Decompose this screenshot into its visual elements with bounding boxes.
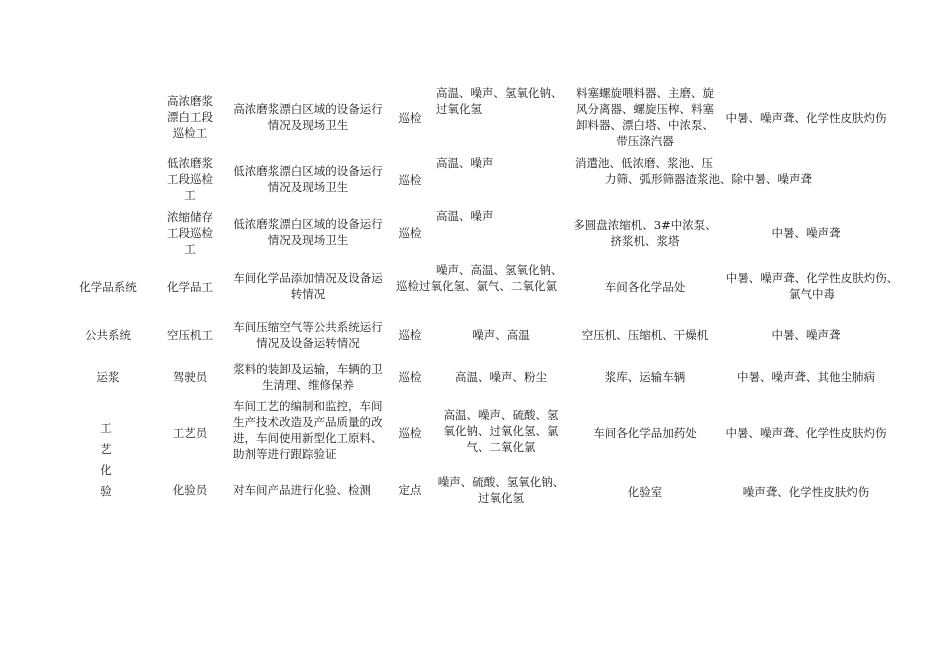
work-content-cell xyxy=(228,163,388,195)
work-content-cell xyxy=(228,361,388,393)
disease-line: 噪声聋、化学性皮肤灼伤 xyxy=(742,485,870,499)
work-line: 转情况 xyxy=(290,287,326,301)
mode-hazard-line: 巡检过氧化氢、氯气、二氧化氯 xyxy=(396,279,557,293)
job-line: 驾驶员 xyxy=(172,370,208,384)
hazard-cell xyxy=(436,208,566,224)
job-line: 高浓磨浆 xyxy=(167,94,213,108)
hazard-line: 高温、噪声、硫酸、氢 xyxy=(443,408,559,422)
disease-line: 中暑、噪声聋、化学性皮肤灼伤、 xyxy=(725,271,899,285)
job-line: 漂白工段 xyxy=(167,110,213,124)
job-cell xyxy=(160,209,220,257)
location-line: 化验室 xyxy=(627,485,663,499)
job-line: 巡检工 xyxy=(172,126,208,140)
job-cell xyxy=(160,327,220,343)
dept-vertical-label xyxy=(96,420,116,504)
location-cell xyxy=(572,484,718,500)
location-cell xyxy=(572,217,718,249)
mode-cell: 巡检 xyxy=(398,226,422,240)
location-line: 料塞螺旋喂料器、主磨、旋 xyxy=(576,86,714,100)
work-line: 浆料的装卸及运输，车辆的卫 xyxy=(233,362,383,376)
dept-vertical-char: 验 xyxy=(100,484,112,498)
job-cell xyxy=(160,93,220,141)
location-line: 风分离器、螺旋压榨、料塞 xyxy=(576,102,714,116)
work-content-cell xyxy=(228,216,388,248)
location-line: 挤浆机、浆塔 xyxy=(610,234,680,248)
work-content-cell xyxy=(228,319,388,351)
disease-line: 中暑、噪声聋、化学性皮肤灼伤 xyxy=(725,111,887,125)
hazard-line: 噪声、高温、氢氧化钠、 xyxy=(436,263,563,277)
work-line: 生产技术改造及产品质量的改 xyxy=(233,415,383,429)
mode-cell: 巡检 xyxy=(398,173,422,187)
work-line: 高浓磨浆漂白区域的设备运行 xyxy=(233,102,383,116)
disease-line: 中暑、噪声聋 xyxy=(771,328,841,342)
work-line: 进，车间使用新型化工原料、 xyxy=(233,431,383,445)
dept-vertical-char: 艺 xyxy=(100,442,112,456)
hazard-line: 过氧化氢 xyxy=(478,491,524,505)
location-line: 多圆盘浓缩机、3#中浓泵、 xyxy=(573,218,717,232)
job-line: 工 xyxy=(184,188,196,202)
disease-cell xyxy=(722,484,890,500)
dept-vertical-char: 工 xyxy=(100,421,112,435)
work-content-cell xyxy=(228,101,388,133)
location-line: 浆库、运输车辆 xyxy=(604,370,686,384)
mode-hazard-cell xyxy=(396,262,571,294)
location-cell xyxy=(572,279,718,295)
work-content-cell xyxy=(233,482,393,498)
mode-cell: 巡检 xyxy=(398,426,422,440)
location-line: 消遣池、低浓磨、浆池、压 xyxy=(575,156,713,170)
disease-cell xyxy=(722,369,890,385)
job-line: 化验员 xyxy=(172,483,208,497)
job-line: 工段巡检 xyxy=(167,172,213,186)
job-cell xyxy=(160,279,220,295)
hazard-cell xyxy=(436,474,566,506)
hazard-cell xyxy=(436,155,566,171)
work-line: 对车间产品进行化验、检测 xyxy=(233,483,371,497)
disease-cell xyxy=(720,270,904,302)
work-line: 情况及现场卫生 xyxy=(267,180,349,194)
work-line: 情况及现场卫生 xyxy=(267,118,349,132)
location-line: 带压涤汽器 xyxy=(616,134,674,148)
hazard-line: 氧化钠、过氧化氢、氯 xyxy=(443,424,559,438)
hazard-cell xyxy=(436,327,566,343)
work-line: 低浓磨浆漂白区域的设备运行 xyxy=(233,164,383,178)
work-line: 生清理、维修保养 xyxy=(262,378,354,392)
work-line: 助剂等进行跟踪验证 xyxy=(233,447,337,461)
work-line: 车间压缩空气等公共系统运行 xyxy=(233,320,383,334)
mode-cell: 巡检 xyxy=(398,370,422,384)
job-cell xyxy=(160,369,220,385)
hazard-line: 过氧化氢 xyxy=(436,102,482,116)
mode-cell: 巡检 xyxy=(398,328,422,342)
disease-line: 中暑、噪声聋、其他尘肺病 xyxy=(737,370,875,384)
job-line: 工段巡检 xyxy=(167,226,213,240)
location-disease-line: 力筛、弧形筛器渣浆池、除中暑、噪声聋 xyxy=(605,172,812,186)
location-cell xyxy=(572,85,718,149)
location-disease-cell xyxy=(575,155,855,187)
work-line: 车间化学品添加情况及设备运 xyxy=(233,271,383,285)
job-line: 低浓磨浆 xyxy=(167,156,213,170)
disease-line: 中暑、噪声聋 xyxy=(771,226,841,240)
disease-cell xyxy=(722,110,890,126)
disease-line: 中暑、噪声聋、化学性皮肤灼伤 xyxy=(725,426,887,440)
hazard-line: 噪声、高温 xyxy=(472,328,530,342)
job-cell xyxy=(160,425,220,441)
location-line: 卸料器、漂白塔、中浓泵、 xyxy=(576,118,714,132)
work-content-cell xyxy=(233,398,393,462)
hazard-line: 气、二氧化氯 xyxy=(466,440,536,454)
work-content-cell xyxy=(228,270,388,302)
job-line: 浓缩储存 xyxy=(167,210,213,224)
hazard-cell xyxy=(436,369,566,385)
dept-vertical-char: 化 xyxy=(100,463,112,477)
work-line: 情况及设备运转情况 xyxy=(256,336,360,350)
job-line: 工 xyxy=(184,242,196,256)
dept-cell: 化学品系统 xyxy=(79,280,137,294)
mode-cell: 巡检 xyxy=(398,111,422,125)
hazard-cell xyxy=(436,407,566,455)
job-line: 空压机工 xyxy=(167,328,213,342)
hazard-line: 噪声、硫酸、氢氧化钠、 xyxy=(437,475,565,489)
disease-line: 氯气中毒 xyxy=(789,287,835,301)
hazard-line: 高温、噪声、氢氧化钠、 xyxy=(436,86,563,100)
job-cell xyxy=(160,482,220,498)
job-line: 化学品工 xyxy=(167,280,213,294)
disease-cell xyxy=(722,327,890,343)
dept-cell: 运浆 xyxy=(96,370,120,384)
job-line: 工艺员 xyxy=(172,426,208,440)
dept-cell: 公共系统 xyxy=(85,328,131,342)
hazard-line: 高温、噪声、粉尘 xyxy=(455,370,547,384)
work-line: 情况及现场卫生 xyxy=(267,233,349,247)
disease-cell xyxy=(722,425,890,441)
hazard-cell xyxy=(436,85,566,117)
hazard-line: 高温、噪声 xyxy=(436,209,494,223)
location-cell xyxy=(572,327,718,343)
mode-cell: 定点 xyxy=(398,483,422,497)
work-line: 低浓磨浆漂白区域的设备运行 xyxy=(233,217,383,231)
location-line: 空压机、压缩机、干燥机 xyxy=(581,328,709,342)
job-cell xyxy=(160,155,220,203)
location-line: 车间各化学品处 xyxy=(604,280,686,294)
location-line: 车间各化学品加药处 xyxy=(593,426,697,440)
location-cell xyxy=(572,369,718,385)
location-cell xyxy=(572,425,718,441)
hazard-line: 高温、噪声 xyxy=(436,156,494,170)
work-line: 车间工艺的编制和监控，车间 xyxy=(233,399,383,413)
disease-cell xyxy=(722,225,890,241)
